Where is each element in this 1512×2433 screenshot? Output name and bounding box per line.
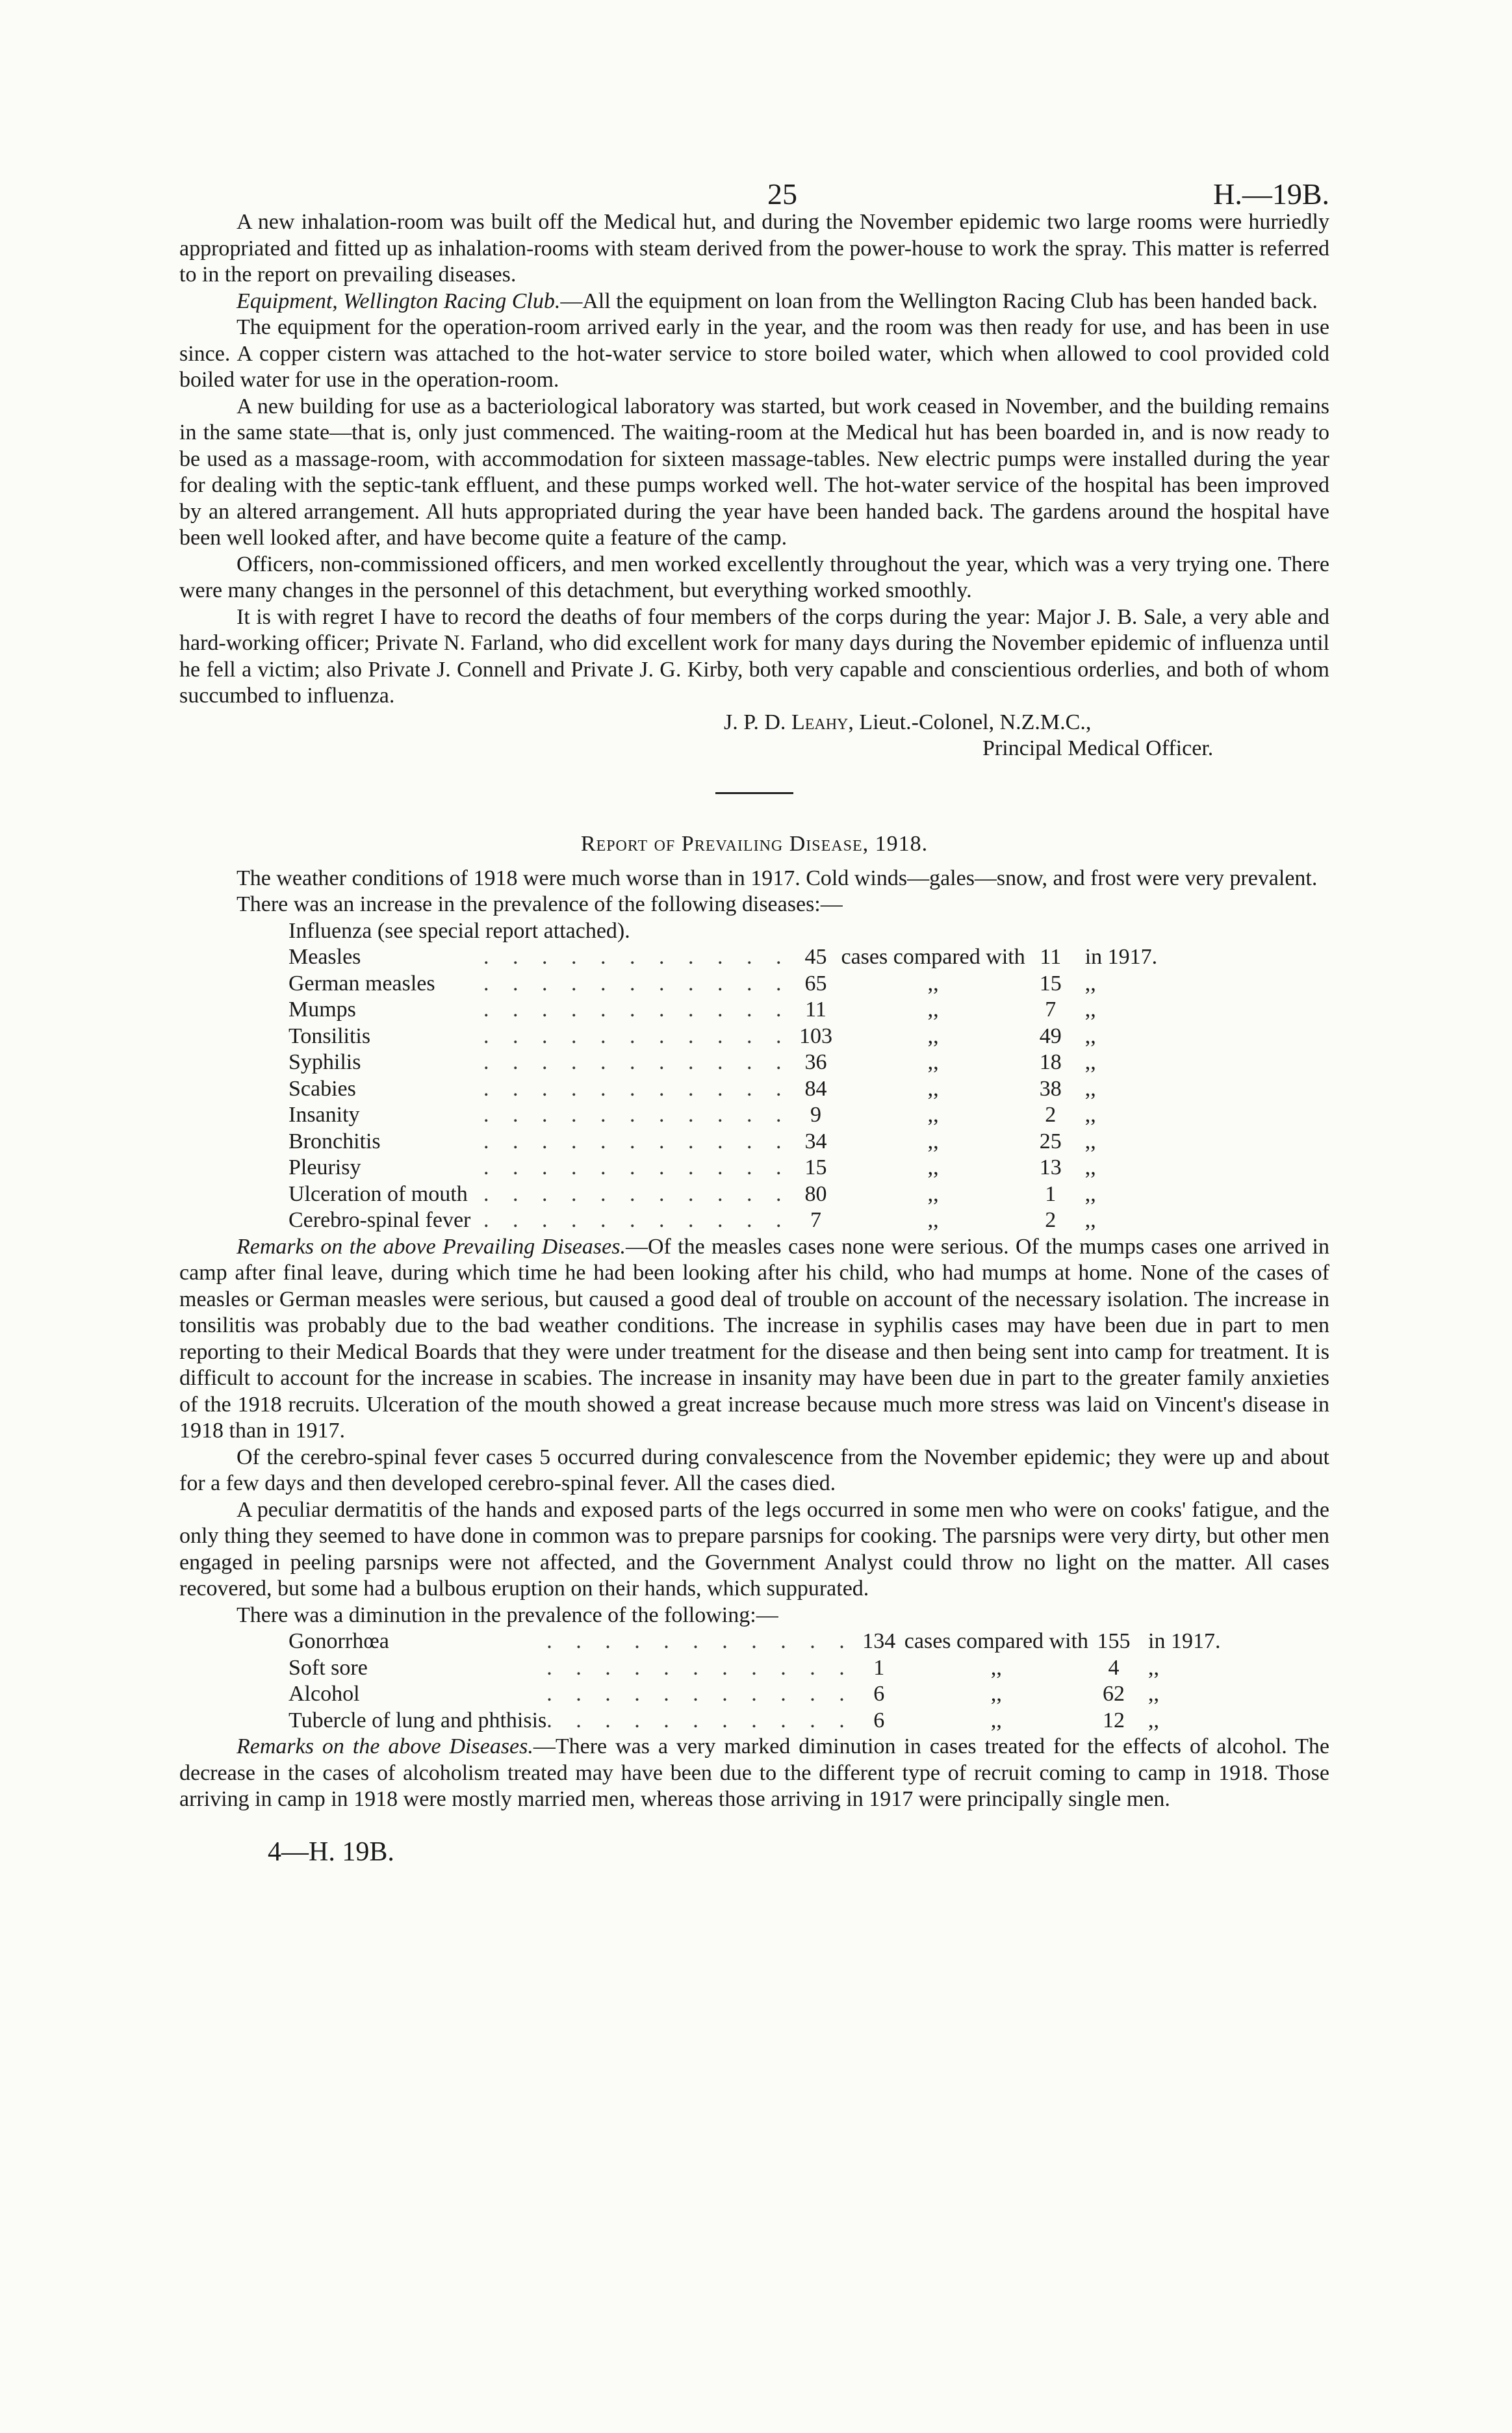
cases-1917: 4 [1108, 1655, 1120, 1680]
cases-1917: 7 [1045, 998, 1057, 1022]
comparison-text: ,, [927, 998, 939, 1022]
cases-1918: 65 [804, 971, 827, 996]
disease-name: Bronchitis [288, 1129, 381, 1153]
paragraph-inhalation: A new inhalation-room was built off the Medical hut, and during the November epidemic two large rooms were hurriedly appropriated and fitted up as inhalation-rooms with steam derived from the power-house to work the spray. This matter is referred to in the report on prevailing diseases. [179, 210, 1329, 287]
paragraph-deaths: It is with regret I have to record the deaths of four members of the corps during the year: Major J. B. Sale, a very able and hard-working officer; Private N. Farland, who did excellent work for many days during the November epidemic of influenza until he fell a victim; also Private J. Connell and Private J. G. Kirby, both very capable and conscientious orderlies, and both of whom succumbed to influenza. [179, 604, 1329, 708]
page-number: 25 [767, 177, 797, 211]
disease-name: Insanity [288, 1103, 360, 1127]
disease-row [288, 1207, 1163, 1234]
cases-1918: 36 [804, 1050, 827, 1074]
cases-1918: 6 [873, 1708, 885, 1732]
equipment-text: —All the equipment on loan from the Wellington Racing Club has been handed back. [560, 289, 1318, 313]
disease-name: Measles [288, 945, 361, 969]
disease-row [288, 1129, 1163, 1155]
cases-1917: 18 [1039, 1050, 1062, 1074]
paragraph-dermatitis: A peculiar dermatitis of the hands and exposed parts of the legs occurred in some men who were on cooks' fatigue, and the only thing they seemed to have done in common was to prepare parsnips for cooking. The parsnips were very dirty, but other men engaged in peeling parsnips were not affected, and the Government Analyst could throw no light on the matter. All cases recovered, but some had a bulbous eruption on their hands, which suppurated. [179, 1497, 1329, 1601]
disease-row [288, 997, 1163, 1023]
page-header [179, 164, 1329, 209]
cases-1918: 7 [810, 1208, 821, 1232]
disease-row [288, 1628, 1226, 1655]
year-text: ,, [1084, 1155, 1096, 1179]
paragraph-operation-room: The equipment for the operation-room arrived early in the year, and the room was then ready for use, and has been in use since. A copper cistern was attached to the hot-water service to store boiled water, which when allowed to cool provided cold boiled water for use in the operation-room. [179, 315, 1329, 392]
signature-surname: Leahy [791, 710, 849, 734]
comparison-text: cases compared with [904, 1629, 1089, 1653]
cases-1917: 25 [1039, 1129, 1062, 1153]
section-divider [715, 792, 793, 794]
cases-1918: 15 [804, 1155, 827, 1179]
cases-1918: 45 [804, 945, 827, 969]
leader-dots: . . . . . . . . . . . [483, 1050, 791, 1074]
cases-1917: 11 [1040, 945, 1062, 969]
year-text: ,, [1084, 1129, 1096, 1153]
leader-dots: . . . . . . . . . . . [483, 1103, 791, 1127]
disease-row [288, 1655, 1226, 1682]
leader-dots: . . . . . . . . . . . [483, 998, 791, 1022]
cases-1917: 1 [1045, 1181, 1057, 1206]
signature-block [179, 710, 1329, 762]
leader-dots: . . . . . . . . . . . [483, 1155, 791, 1179]
disease-row [288, 1708, 1226, 1734]
cases-1918: 11 [805, 998, 826, 1022]
disease-row [288, 1076, 1163, 1103]
leader-dots: . . . . . . . . . . . [546, 1682, 854, 1706]
year-text: in 1917. [1148, 1629, 1221, 1653]
comparison-text: ,, [990, 1708, 1002, 1732]
disease-name: Tubercle of lung and phthisis [288, 1708, 547, 1732]
year-text: ,, [1084, 1023, 1096, 1048]
comparison-text: ,, [927, 1129, 939, 1153]
footer-signature-mark: 4—H. 19B. [268, 1836, 394, 1867]
increase-table [288, 944, 1163, 1234]
leader-dots: . . . . . . . . . . . [483, 945, 791, 969]
document-reference: H.—19B. [1213, 177, 1329, 211]
year-text: ,, [1084, 1103, 1096, 1127]
leader-dots: . . . . . . . . . . . [483, 1181, 791, 1206]
year-text: ,, [1084, 971, 1096, 996]
decrease-intro: There was a diminution in the prevalence of the following:— [237, 1603, 778, 1627]
disease-name: German measles [288, 971, 435, 996]
remarks2-heading: Remarks on the above Diseases. [237, 1734, 533, 1758]
signature-name-line: J. P. D. Leahy, Lieut.-Colonel, N.Z.M.C., [724, 710, 1092, 734]
cases-1917: 62 [1103, 1682, 1125, 1706]
comparison-text: ,, [927, 1023, 939, 1048]
comparison-text: ,, [927, 971, 939, 996]
disease-name: Alcohol [288, 1682, 360, 1706]
leader-dots: . . . . . . . . . . . [483, 1208, 791, 1232]
paragraph-equipment-racing-club [179, 289, 1329, 315]
cases-1917: 12 [1103, 1708, 1125, 1732]
document-page [179, 164, 1329, 1868]
comparison-text: ,, [927, 1155, 939, 1179]
disease-row [288, 971, 1163, 998]
cases-1917: 15 [1039, 971, 1062, 996]
remarks1-heading: Remarks on the above Prevailing Diseases. [237, 1234, 626, 1259]
comparison-text: ,, [990, 1655, 1002, 1680]
year-text: ,, [1084, 1181, 1096, 1206]
paragraph-weather: The weather conditions of 1918 were much worse than in 1917. Cold winds—gales—snow, and frost were very prevalent. [237, 866, 1318, 890]
cases-1918: 80 [804, 1181, 827, 1206]
cases-1918: 84 [804, 1076, 827, 1101]
disease-row [288, 1102, 1163, 1129]
disease-name: Scabies [288, 1076, 356, 1101]
disease-name: Mumps [288, 998, 356, 1022]
year-text: ,, [1084, 998, 1096, 1022]
cases-1917: 2 [1045, 1208, 1057, 1232]
cases-1918: 103 [799, 1023, 832, 1048]
cases-1918: 9 [810, 1103, 821, 1127]
comparison-text: ,, [927, 1050, 939, 1074]
comparison-text: ,, [990, 1682, 1002, 1706]
comparison-text: ,, [927, 1076, 939, 1101]
paragraph-remarks-prevailing: Remarks on the above Prevailing Diseases.—Of the measles cases none were serious. Of the mumps cases one arrived in camp after final leave, during which time he had been looking after his child, who had mumps at home. None of the cases of measles or German measles were serious, but caused a good deal of trouble on account of the necessary isolation. The increase in tonsilitis was probably due to the bad weather conditions. The increase in syphilis cases may have been due in part to men reporting to their Medical Boards that they were under treatment for the disease and then being sent into camp for treatment. It is difficult to account for the increase in scabies. The increase in insanity may have been due in part to the greater family anxieties of the 1918 recruits. Ulceration of the mouth showed a great increase because much more stress was laid on Vincent's disease in 1918 than in 1917. [179, 1234, 1329, 1443]
leader-dots: . . . . . . . . . . . [546, 1708, 854, 1732]
leader-dots: . . . . . . . . . . . [483, 1023, 791, 1048]
paragraph-remarks-alcohol: Remarks on the above Diseases.—There was a very marked diminution in cases treated for the effects of alcohol. The decrease in the cases of alcoholism treated may have been due to the different type of recruit coming to camp in 1918. Those arriving in camp in 1918 were mostly married men, whereas those arriving in 1917 were principally single men. [179, 1734, 1330, 1811]
leader-dots: . . . . . . . . . . . [546, 1655, 854, 1680]
disease-name: Cerebro-spinal fever [288, 1208, 471, 1232]
year-text: ,, [1148, 1708, 1160, 1732]
cases-1918: 134 [862, 1629, 896, 1653]
cases-1918: 34 [804, 1129, 827, 1153]
paragraph-personnel: Officers, non-commissioned officers, and men worked excellently throughout the year, which was a very trying one. There were many changes in the personnel of this detachment, but everything worked smoothly. [179, 552, 1329, 602]
year-text: ,, [1148, 1682, 1160, 1706]
disease-row [288, 944, 1163, 971]
disease-row [288, 1155, 1163, 1181]
disease-name: Gonorrhœa [288, 1629, 389, 1653]
disease-name: Ulceration of mouth [288, 1181, 468, 1206]
year-text: ,, [1084, 1208, 1096, 1232]
comparison-text: ,, [927, 1208, 939, 1232]
cases-1917: 2 [1045, 1103, 1057, 1127]
year-text: ,, [1084, 1076, 1096, 1101]
cases-1918: 1 [873, 1655, 885, 1680]
cases-1918: 6 [873, 1682, 885, 1706]
disease-row [288, 1023, 1163, 1050]
signature-title: Principal Medical Officer. [982, 736, 1214, 760]
increase-intro: There was an increase in the prevalence of the following diseases:— [237, 892, 843, 916]
paragraph-cerebro-spinal: Of the cerebro-spinal fever cases 5 occurred during convalescence from the November epidemic; they were up and about for a few days and then developed cerebro-spinal fever. All the cases died. [179, 1445, 1329, 1495]
cases-1917: 155 [1097, 1629, 1131, 1653]
paragraph-buildings: A new building for use as a bacteriological laboratory was started, but work ceased in November, and the building remains in the same state—that is, only just commenced. The waiting-room at the Medical hut has been boarded in, and is now ready to be used as a massage-room, with accommodation for sixteen massage-tables. New electric pumps were installed during the year for dealing with the septic-tank effluent, and these pumps worked well. The hot-water service of the hospital has been improved by an altered arrangement. All huts appropriated during the year have been handed back. The gardens around the hospital have been well looked after, and have become quite a feature of the camp. [179, 394, 1329, 550]
cases-1917: 38 [1039, 1076, 1062, 1101]
disease-row [288, 1049, 1163, 1076]
disease-name: Soft sore [288, 1655, 368, 1680]
disease-name: Syphilis [288, 1050, 361, 1074]
disease-name: Tonsilitis [288, 1023, 371, 1048]
disease-name: Pleurisy [288, 1155, 361, 1179]
leader-dots: . . . . . . . . . . . [546, 1629, 854, 1653]
year-text: ,, [1148, 1655, 1160, 1680]
leader-dots: . . . . . . . . . . . [483, 1076, 791, 1101]
year-text: ,, [1084, 1050, 1096, 1074]
disease-row [288, 1681, 1226, 1708]
decrease-table [288, 1628, 1226, 1734]
disease-row [288, 1181, 1163, 1208]
comparison-text: cases compared with [841, 945, 1025, 969]
year-text: in 1917. [1084, 945, 1158, 969]
equipment-heading: Equipment, Wellington Racing Club. [237, 289, 561, 313]
influenza-note: Influenza (see special report attached). [288, 918, 630, 943]
cases-1917: 49 [1039, 1023, 1062, 1048]
report-title: Report of Prevailing Disease, 1918. [580, 831, 929, 856]
comparison-text: ,, [927, 1103, 939, 1127]
leader-dots: . . . . . . . . . . . [483, 1129, 791, 1153]
comparison-text: ,, [927, 1181, 939, 1206]
leader-dots: . . . . . . . . . . . [483, 971, 791, 996]
cases-1917: 13 [1039, 1155, 1062, 1179]
